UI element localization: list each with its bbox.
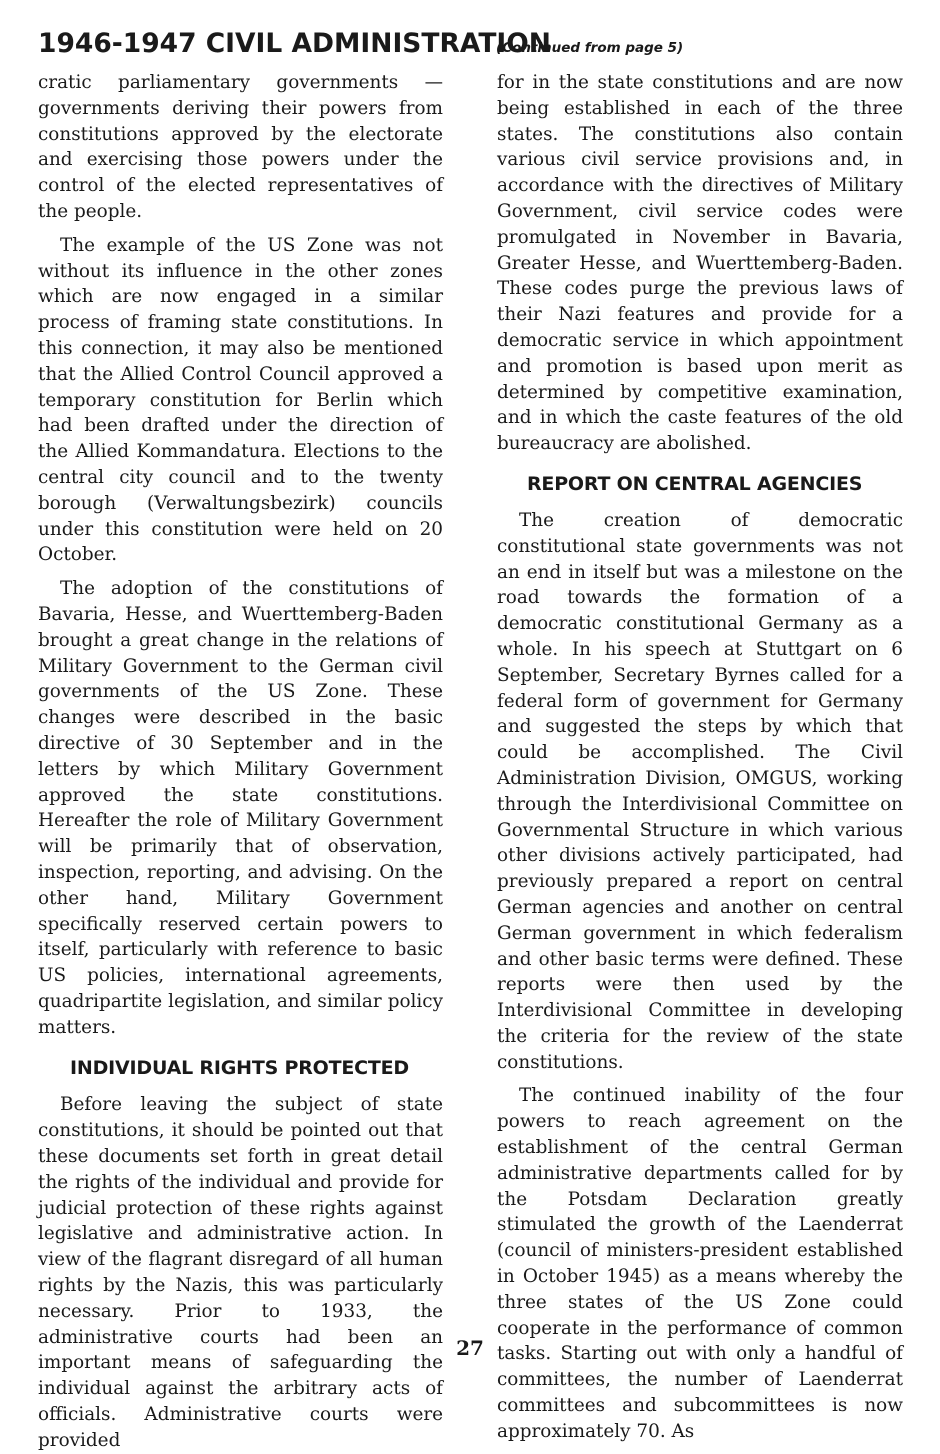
page-title: 1946-1947 CIVIL ADMINISTRATION bbox=[38, 28, 551, 59]
right-column bbox=[497, 70, 903, 1445]
page-number: 27 bbox=[456, 1336, 484, 1360]
left-paragraph-4: Before leaving the subject of state constitutions, it should be pointed out that these documents set forth in great detail the rights of the individual and provide for judicial protection of these rights against legislative and administrative action. In view of the flagrant disregard of all human rights by the Nazis, this was particularly necessary. Prior to 1933, the administrative courts had been an important means of safeguarding the individual against the arbitrary acts of officials. Administrative courts were provided bbox=[38, 1094, 443, 1451]
left-paragraph-2: The example of the US Zone was not without its influence in the other zones which are now engaged in a similar process of framing state constitutions. In this connection, it may also be mentioned that the Allied Control Council approved a temporary constitution for Berlin which had been drafted under the direction of the Allied Kommandatura. Elections to the central city council and to the twenty borough (Verwaltungsbezirk) councils under this constitution were held on 20 October. bbox=[38, 234, 443, 566]
page-header bbox=[38, 26, 918, 70]
left-paragraph-3: The adoption of the constitutions of Bavaria, Hesse, and Wuerttemberg-Baden brought a great change in the relations of Military Government to the German civil governments of the US Zone. These changes were described in the basic directive of 30 September and in the letters by which Military Government approved the state constitutions. Hereafter the role of Military Government will be primarily that of observation, inspection, reporting, and advising. On the other hand, Military Government specifically reserved certain powers to itself, particularly with reference to basic US policies, international agreements, quadripartite legislation, and similar policy matters. bbox=[38, 578, 443, 1038]
right-paragraph-3: The continued inability of the four powers to reach agreement on the establishment of the central German administrative departments called for by the Potsdam Declaration greatly stimulated the growth of the Laenderrat (council of ministers-president established in October 1945) as a means whereby the three states of the US Zone could cooperate in the performance of common tasks. Starting out with only a handful of committees, the number of Laenderrat committees and subcommittees is now approximately 70. As bbox=[497, 1085, 903, 1442]
section-heading-individual-rights: INDIVIDUAL RIGHTS PROTECTED bbox=[70, 1057, 409, 1080]
left-column bbox=[38, 70, 443, 1454]
section-heading-central-agencies: REPORT ON CENTRAL AGENCIES bbox=[527, 472, 863, 495]
right-paragraph-1: for in the state constitutions and are now being established in each of the three states. The constitutions also contain various civil service provisions and, in accordance with the directives of Military Government, civil service codes were promulgated in November in Bavaria, Greater Hesse, and Wuerttemberg-Baden. These codes purge the previous laws of their Nazi features and provide for a democratic service in which appointment and promotion is based upon merit as determined by competitive examination, and in which the caste features of the old bureaucracy are abolished. bbox=[497, 72, 903, 455]
left-paragraph-1: cratic parliamentary governments — governments deriving their powers from constitutions approved by the electorate and exercising those powers under the control of the elected representatives of the people. bbox=[38, 72, 443, 222]
continued-note: (Continued from page 5) bbox=[496, 40, 684, 56]
right-paragraph-2: The creation of democratic constitutional state governments was not an end in itself but was a milestone on the road towards the formation of a democratic constitutional Germany as a whole. In his speech at Stuttgart on 6 September, Secretary Byrnes called for a federal form of government for Germany and suggested the steps by which that could be accomplished. The Civil Administration Division, OMGUS, working through the Interdivisional Committee on Governmental Structure in which various other divisions actively participated, had previously prepared a report on central German agencies and another on central German government in which federalism and other basic terms were defined. These reports were then used by the Interdivisional Committee in developing the criteria for the review of the state constitutions. bbox=[497, 509, 903, 1073]
